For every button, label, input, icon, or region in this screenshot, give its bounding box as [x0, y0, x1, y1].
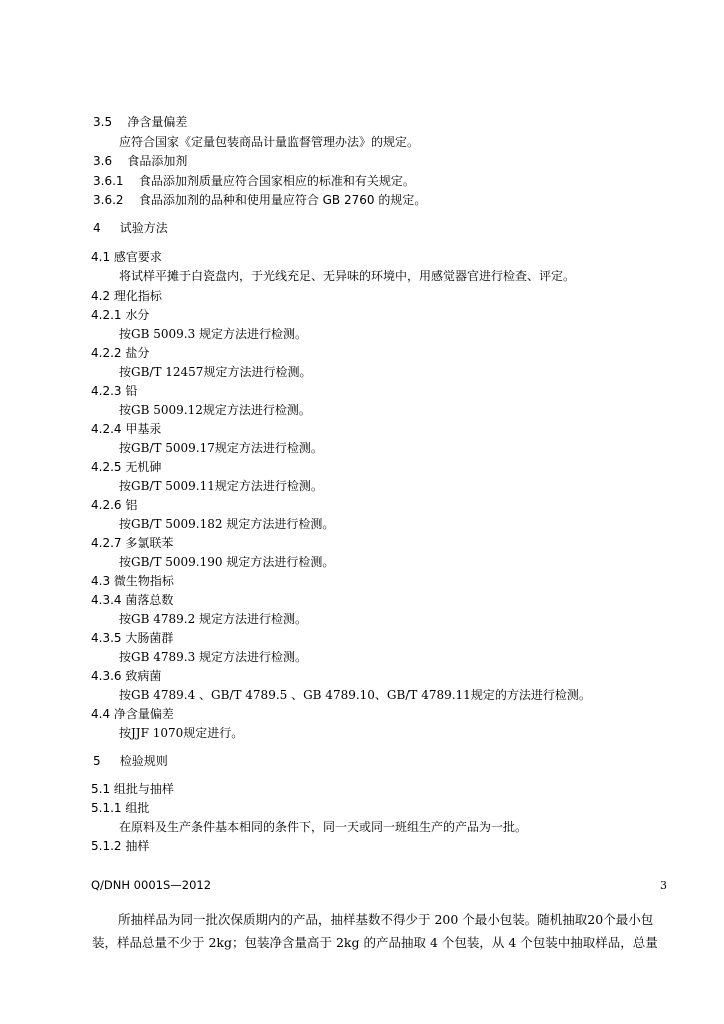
section-title: 食品添加剂	[127, 154, 188, 168]
section-number: 3.6.2	[93, 193, 124, 207]
section-number: 4.2.3	[91, 384, 122, 398]
section-title: 盐分	[125, 346, 150, 360]
section-title: 感官要求	[113, 250, 162, 264]
section-4-2-3-text: 按GB 5009.12规定方法进行检测。	[119, 403, 311, 417]
section-title: 菌落总数	[125, 593, 174, 607]
section-4-2-5-text: 按GB/T 5009.11规定方法进行检测。	[119, 479, 323, 493]
section-number: 5.1	[91, 782, 111, 796]
section-4-2-4-heading	[91, 421, 161, 437]
section-title: 试验方法	[119, 221, 168, 235]
section-4-4-heading	[91, 706, 174, 722]
section-number: 4.3	[91, 574, 111, 588]
section-4-3-6-heading	[91, 668, 161, 684]
section-4-2-6-heading	[91, 497, 137, 513]
section-4-2-1-text: 按GB 5009.3 规定方法进行检测。	[119, 327, 308, 341]
next-page-line-2: 装，样品总量不少于 2kg；包装净含量高于 2kg 的产品抽取 4 个包装，从 4 个包装中抽取样品，总量	[92, 935, 658, 950]
section-number: 4.2.7	[91, 536, 122, 550]
section-title: 铅	[125, 384, 138, 398]
section-number: 4.3.4	[91, 593, 122, 607]
section-4-3-4-text: 按GB 4789.2 规定方法进行检测。	[119, 612, 308, 626]
section-number: 4.2	[91, 289, 111, 303]
section-title: 致病菌	[125, 669, 162, 683]
section-title: 铝	[125, 498, 138, 512]
section-title: 检验规则	[119, 754, 168, 768]
section-number: 3.6.1	[93, 174, 124, 188]
section-title: 理化指标	[113, 289, 162, 303]
document-code: Q/DNH 0001S—2012	[91, 878, 212, 892]
section-number: 4	[93, 221, 101, 235]
section-3-5-heading	[93, 114, 187, 130]
section-title: 甲基汞	[125, 422, 162, 436]
section-5-1-1-heading	[91, 800, 149, 816]
section-4-3-5-heading	[91, 630, 173, 646]
section-5-1-2-heading	[91, 838, 149, 854]
section-3-5-text: 应符合国家《定量包装商品计量监督管理办法》的规定。	[119, 135, 420, 149]
section-4-2-7-text: 按GB/T 5009.190 规定方法进行检测。	[119, 555, 335, 569]
section-4-2-2-text: 按GB/T 12457规定方法进行检测。	[119, 365, 312, 379]
section-text: 食品添加剂质量应符合国家相应的标准和有关规定。	[138, 174, 415, 188]
section-number: 4.2.4	[91, 422, 122, 436]
section-number: 4.2.6	[91, 498, 122, 512]
next-page-line-1: 所抽样品为同一批次保质期内的产品，抽样基数不得少于 200 个最小包装。随机抽取20个最小包	[118, 912, 654, 927]
section-3-6-heading	[93, 153, 187, 169]
section-3-6-1	[93, 173, 415, 189]
section-title: 水分	[125, 308, 150, 322]
section-number: 4.2.2	[91, 346, 122, 360]
section-number: 5.1.1	[91, 801, 122, 815]
section-number: 4.1	[91, 250, 111, 264]
section-4-2-1-heading	[91, 307, 149, 323]
section-5-heading	[93, 753, 168, 769]
section-4-2-2-heading	[91, 345, 149, 361]
section-title: 净含量偏差	[113, 707, 174, 721]
section-number: 4.2.5	[91, 460, 122, 474]
section-4-1-heading	[91, 249, 162, 265]
section-4-2-3-heading	[91, 383, 137, 399]
section-number: 5	[93, 754, 101, 768]
section-number: 5.1.2	[91, 839, 122, 853]
section-title: 组批	[125, 801, 150, 815]
section-4-3-4-heading	[91, 592, 173, 608]
section-number: 3.6	[93, 154, 113, 168]
section-4-2-6-text: 按GB/T 5009.182 规定方法进行检测。	[119, 517, 335, 531]
section-title: 净含量偏差	[127, 115, 188, 129]
section-4-2-5-heading	[91, 459, 161, 475]
section-4-2-4-text: 按GB/T 5009.17规定方法进行检测。	[119, 441, 323, 455]
section-title: 多氯联苯	[125, 536, 174, 550]
section-title: 组批与抽样	[113, 782, 174, 796]
section-5-1-1-text: 在原料及生产条件基本相同的条件下，同一天或同一班组生产的产品为一批。	[119, 820, 528, 834]
section-4-heading	[93, 220, 168, 236]
section-4-2-heading	[91, 288, 162, 304]
section-4-1-text: 将试样平摊于白瓷盘内，于光线充足、无异味的环境中，用感觉器官进行检查、评定。	[119, 269, 576, 283]
section-title: 抽样	[125, 839, 150, 853]
section-title: 大肠菌群	[125, 631, 174, 645]
section-title: 微生物指标	[113, 574, 174, 588]
section-number: 4.3.5	[91, 631, 122, 645]
section-4-3-5-text: 按GB 4789.3 规定方法进行检测。	[119, 650, 308, 664]
section-number: 4.3.6	[91, 669, 122, 683]
section-4-3-heading	[91, 573, 174, 589]
section-number: 4.4	[91, 707, 111, 721]
section-text: 食品添加剂的品种和使用量应符合 GB 2760 的规定。	[138, 193, 427, 207]
section-5-1-heading	[91, 781, 174, 797]
section-title: 无机砷	[125, 460, 162, 474]
section-number: 4.2.1	[91, 308, 122, 322]
section-4-2-7-heading	[91, 535, 173, 551]
section-3-6-2	[93, 192, 426, 208]
section-number: 3.5	[93, 115, 113, 129]
section-4-4-text: 按JJF 1070规定进行。	[119, 726, 244, 740]
section-4-3-6-text: 按GB 4789.4 、GB/T 4789.5 、GB 4789.10、GB/T 4789.11规定的方法进行检测。	[119, 688, 591, 702]
page-number: 3	[660, 879, 667, 892]
